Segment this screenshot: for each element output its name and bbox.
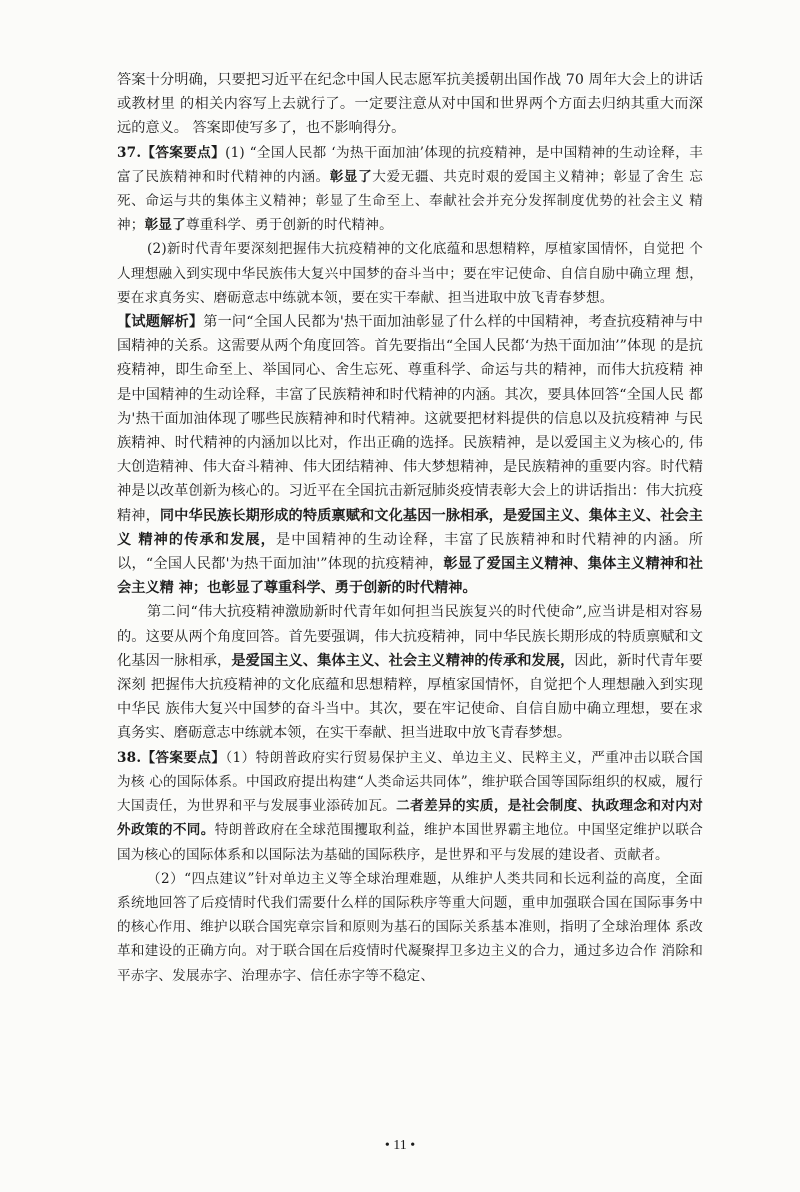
q37-p1-bold-2: 彰显了	[144, 217, 186, 234]
intro-paragraph: 答案十分明确，只要把习近平在纪念中国人民志愿军抗美援朝出国作战 70 周年大会上的讲话或教材里 的相关内容写上去就行了。一定要注意从对中国和世界两个方面去归纳其重大而深远的意义。 答案即使写多了，也不影响得分。	[117, 72, 703, 137]
q38-label: 【答案要点】	[141, 749, 226, 766]
q37-p1-text-d: 尊重科学、勇于创新的时代精神。	[185, 217, 393, 234]
q38-answer-part2: （2）“四点建议”针对单边主义等全球治理难题，从维护人类共同和长远利益的高度，全面 系统地回答了后疫情时代我们需要什么样的国际秩序等重大问题，重申加强联合国在国际事务中的核心作用、维护以联合国宪章宗旨和原则为基石的国际关系基本准则，指明了全球治理体 系改革和建设的正确方向。对于联合国在后疫情时代凝聚捍卫多边主义的合力，通过多边合作 消除和平赤字、发展赤字、治理赤字、信任赤字等不稳定、	[117, 870, 703, 984]
q37-p1-text-c: 大爱无疆、共克时艰的爱国主义精神；彰显了舍生 忘死、命运与共的集体主义精神；彰显了生命至上、奉献社会并充分发挥制度优势的社会主义 精神；	[117, 168, 703, 234]
analysis-bold-1: 同中华民族长期形成的特质禀赋和文化基因一脉相承，是爱国主义、集体主义、社会主义 精神的传承和发展，	[117, 507, 703, 548]
page-number: • 11 •	[384, 1138, 416, 1153]
q37-p1-text-a: (1) “全国人民都 ‘为热干面加油’体现的抗疫精神，是中国精神的生动诠释，丰富了民族精神和时代精神的内涵。	[117, 144, 703, 185]
q37-analysis-part2	[117, 600, 703, 745]
q37-answer-part2: (2)新时代青年要深刻把握伟大抗疫精神的文化底蕴和思想精粹，厚植家国情怀，自觉把 个人理想融入到实现中华民族伟大复兴中国梦的奋斗当中；要在牢记使命、自信自励中确立理 想，要在求真务实、磨砺意志中练就本领，要在实干奉献、担当进取中放飞青春梦想。	[117, 241, 703, 306]
q38-answer-part1	[117, 746, 703, 867]
q37-analysis-part1	[117, 310, 703, 600]
q37-number: 37.	[117, 144, 142, 161]
analysis2-text-1: 第二问“伟大抗疫精神激励新时代青年如何担当民族复兴的时代使命”,应当讲是相对容易 的。这要从两个角度回答。首先要强调，伟大抗疫精神，同中华民族长期形成的特质禀赋和文化基因一脉相承，	[117, 604, 703, 669]
q37-label: 【答案要点】	[141, 144, 226, 161]
q37-answer-part1	[117, 141, 703, 238]
document-body	[117, 68, 703, 988]
analysis2-text-2: 因此，新时代青年要深刻 把握伟大抗疫精神的文化底蕴和思想精粹，厚植家国情怀，自觉把个人理想融入到实现中华民 族伟大复兴中国梦的奋斗当中。其次，要在牢记使命、自信自励中确立理想，要在求真务实、磨砺意志中练就本领，在实干奉献、担当进取中放飞青春梦想。	[117, 652, 703, 742]
q38-p1-bold: 二者差异的实质，是社会制度、执政理念和对内对外政策的不同。	[117, 798, 703, 839]
analysis-bold-2: 彰显了爱国主义精神、集体主义精神和社会主义精 神；也彰显了尊重科学、勇于创新的时代精神。	[117, 556, 703, 597]
analysis-text-1: 第一问“全国人民都为'热干面加油彰显了什么样的中国精神，考查抗疫精神与中国精神的关系。这需要从两个角度回答。首先要指出“全国人民都‘为热干面加油’”体现 的是抗疫精神，即生命至上、举国同心、舍生忘死、尊重科学、命运与共的精神，而伟大抗疫精 神是中国精神的生动诠释，丰富了民族精神和时代精神的内涵。其次，要具体回答“全国人民 都为'热干面加油体现了哪些民族精神和时代精神。这就要把材料提供的信息以及抗疫精神 与民族精神、时代精神的内涵加以比对，作出正确的选择。民族精神，是以爱国主义为核心的, 伟大创造精神、伟大奋斗精神、伟大团结精神、伟大梦想精神，是民族精神的重要内容。时代精神是以改革创新为核心的。习近平在全国抗击新冠肺炎疫情表彰大会上的讲话指出：伟大抗疫精神，	[117, 314, 703, 524]
analysis2-bold-1: 是爱国主义、集体主义、社会主义精神的传承和发展，	[231, 652, 575, 669]
analysis-label: 【试题解析】	[117, 314, 204, 331]
q38-p1-text-c: 特朗普政府在全球范围攫取利益，维护本国世界霸主地位。中国坚定维护以联合 国为核心的国际体系和以国际法为基础的国际秩序，是世界和平与发展的建设者、贡献者。	[117, 822, 704, 863]
q38-p1-text-a: （1）特朗普政府实行贸易保护主义、单边主义、民粹主义，严重冲击以联合国为核 心的国际体系。中国政府提出构建“人类命运共同体”，维护联合国等国际组织的权威，履行大国责任，为世界和平与发展事业添砖加瓦。	[117, 749, 703, 815]
q38-number: 38.	[117, 749, 142, 766]
analysis-text-2: 是中国精神的生动诠释，丰富了民族精神和时代精神的内涵。所以，“全国人民都'为热干面加油'”体现的抗疫精神，	[117, 531, 703, 573]
q37-p1-bold-1: 彰显了	[329, 168, 373, 185]
